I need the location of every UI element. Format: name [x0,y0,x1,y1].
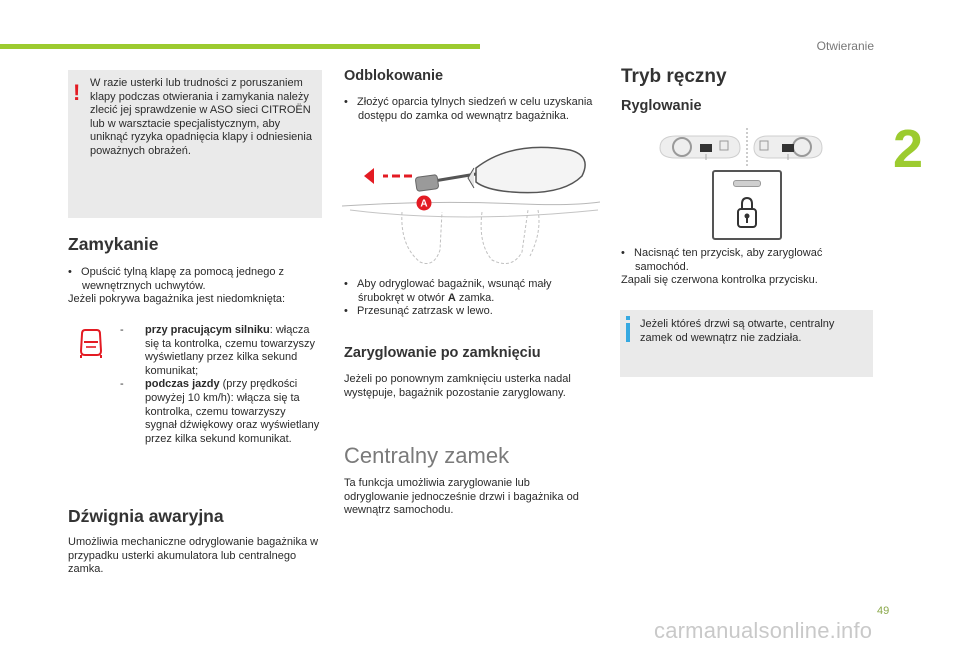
ryglowanie-title: Ryglowanie [621,98,702,114]
list-item-driving [120,378,320,446]
odblokowanie-bullet3 [344,305,594,319]
item1-bold: przy pracującym silniku [145,324,270,336]
bullet-mark: • [344,96,348,108]
bullet2-pre: Aby odryglować bagażnik, wsunąć mały śrubokręt w otwór [357,278,552,304]
tryb-title: Tryb ręczny [621,66,727,87]
tryb-bullet [621,247,871,274]
info-icon [624,316,632,342]
item2-bold: podczas jazdy [145,378,220,391]
tryb-steps [621,247,871,288]
bullet-mark: • [621,247,625,259]
watermark: carmanualsonline.info [654,618,873,643]
page-number: 49 [877,605,890,617]
dash-mark: - [120,324,124,336]
dzwignia-text: Umożliwia mechaniczne odryglowanie bagażnika w przypadku usterki akumulatora lub centralnego zamka. [68,536,319,576]
odblokowanie-bullet1-text: Złożyć oparcia tylnych siedzeń w celu uzyskania dostępu do zamka od wewnątrz bagażnika. [357,96,593,122]
trunk-open-warning-icon [76,327,106,359]
padlock-icon [735,195,759,229]
list-item-engine [120,324,320,378]
centralny-title: Centralny zamek [344,443,510,468]
centralny-text: Ta funkcja umożliwia zaryglowanie lub odryglowanie jednocześnie drzwi i bagażnika od wewnątrz samochodu. [344,477,579,517]
warning-text: W razie usterki lub trudności z poruszaniem klapy podczas otwierania i zamykania należy zlecić jej sprawdzenie w ASO sieci CITROËN lub w warsztacie specjalistycznym, aby uniknąć ryzyka opadnięcia klapy i odniesienia poważnych obrażeń. [90,77,312,157]
bullet-mark: • [344,305,348,318]
info-text: Jeżeli któreś drzwi są otwarte, centralny zamek od wewnątrz nie zadziała. [640,318,835,344]
odblokowanie-title: Odblokowanie [344,68,444,84]
tryb-bullet-text: Nacisnąć ten przycisk, aby zaryglować samochód. [634,247,823,273]
zamykanie-note: Jeżeli pokrywa bagażnika jest niedomknięta: [68,293,286,306]
zamykanie-bullet [68,266,322,293]
odblokowanie-steps [344,278,594,319]
bullet-mark: • [68,266,72,278]
central-lock-button[interactable] [712,170,782,240]
button-led-indicator [733,180,761,187]
screwdriver-illustration [342,146,600,270]
odblokowanie-bullet1 [344,96,608,123]
section-name: Otwieranie [816,39,874,53]
odblokowanie-bullet2 [344,278,594,305]
bullet-mark: • [344,278,348,290]
warning-icon: ! [73,80,81,105]
label-a-text: A [420,198,428,210]
bullet2-post: zamka. [455,291,495,304]
chapter-number: 2 [893,119,924,179]
zamykanie-list [120,324,320,446]
bullet2-bold: A [447,291,456,304]
odblokowanie-bullet3-text: Przesunąć zatrzask w lewo. [357,305,493,318]
dash-mark: - [120,378,124,391]
dzwignia-title: Dźwignia awaryjna [68,506,224,526]
header-accent-bar [0,44,480,49]
item2-rest: (przy prędkości powyżej 10 km/h): włącza się ta kontrolka, czemu towarzyszy sygnał dźwiękowy oraz wyświetlany przez kilka sekund komunikat. [145,378,320,445]
zamykanie-bullet-text: Opuścić tylną klapę za pomocą jednego z wewnętrznych uchwytów. [81,266,285,292]
label-a-marker [416,195,432,211]
zamykanie-title: Zamykanie [68,234,159,254]
tryb-note: Zapali się czerwona kontrolka przycisku. [621,274,818,287]
zaryglowanie-text: Jeżeli po ponownym zamknięciu usterka nadal występuje, bagażnik pozostanie zaryglowany. [344,373,571,399]
zamykanie-body [68,266,322,307]
item1-rest: : włącza się ta kontrolka, czemu towarzyszy wyświetlany przez kilka sekund komunikat; [145,324,315,377]
zaryglowanie-title: Zaryglowanie po zamknięciu [344,345,541,361]
